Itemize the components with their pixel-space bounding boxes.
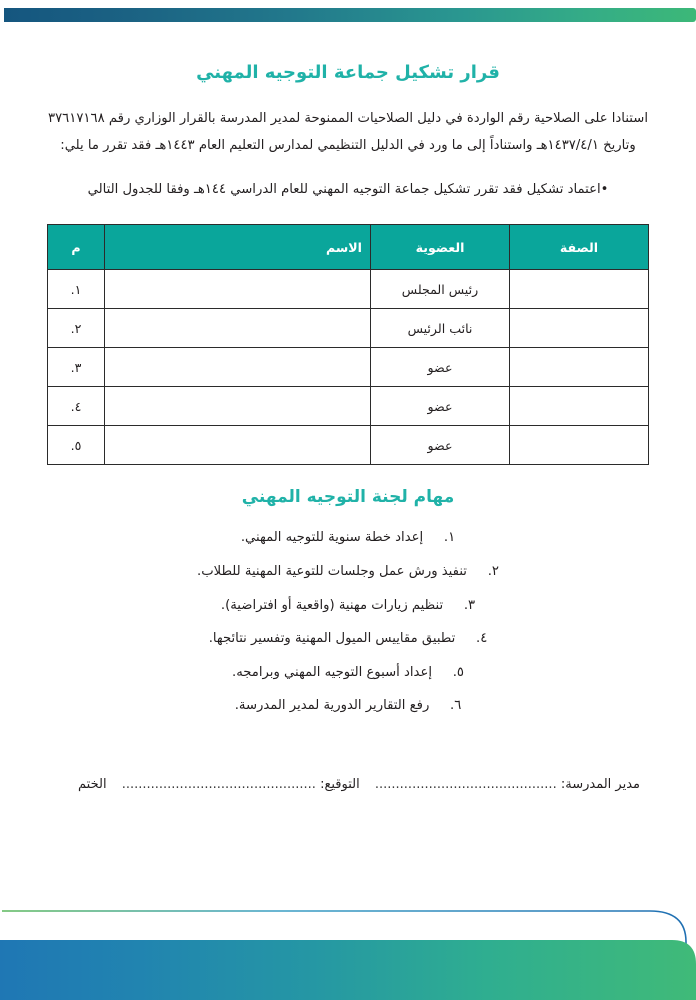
task-number: ٢. bbox=[487, 563, 499, 579]
table-header-row bbox=[48, 225, 649, 270]
list-item bbox=[22, 689, 674, 723]
intro-line-2: وتاريخ ١٤٣٧/٤/١هـ واستناداً إلى ما ورد في الدليل التنظيمي لمدارس التعليم العام ١٤٤٣هـ فقد تقرر ما يلي: bbox=[60, 138, 636, 154]
column-header-role: الصفة bbox=[510, 225, 649, 270]
task-text: تنظيم زيارات مهنية (واقعية أو افتراضية). bbox=[220, 597, 444, 613]
cell-role[interactable] bbox=[510, 426, 649, 465]
task-text: رفع التقارير الدورية لمدير المدرسة. bbox=[234, 698, 430, 714]
cell-role[interactable] bbox=[510, 309, 649, 348]
table-row bbox=[48, 387, 649, 426]
task-text: تنفيذ ورش عمل وجلسات للتوعية المهنية للطلاب. bbox=[197, 563, 467, 579]
cell-num: ٤. bbox=[48, 387, 105, 426]
members-table bbox=[47, 224, 649, 465]
tasks-title: مهام لجنة التوجيه المهني bbox=[241, 487, 455, 508]
signature-row bbox=[22, 777, 674, 792]
list-item bbox=[22, 555, 674, 589]
task-number: ٦. bbox=[450, 698, 462, 714]
cell-name[interactable] bbox=[105, 387, 371, 426]
footer-decoration bbox=[0, 880, 696, 1000]
principal-signature-group bbox=[375, 777, 640, 792]
task-text: تطبيق مقاييس الميول المهنية وتفسير نتائجها. bbox=[208, 631, 456, 647]
page-title: قرار تشكيل جماعة التوجيه المهني bbox=[196, 62, 500, 83]
cell-num: ١. bbox=[48, 270, 105, 309]
table-row bbox=[48, 309, 649, 348]
principal-dots[interactable]: ............................................ bbox=[374, 777, 557, 793]
decision-bullet bbox=[22, 177, 674, 202]
stamp-group bbox=[78, 777, 107, 792]
cell-role[interactable] bbox=[510, 387, 649, 426]
table-row bbox=[48, 426, 649, 465]
cell-num: ٢. bbox=[48, 309, 105, 348]
list-item bbox=[22, 622, 674, 656]
footer-gradient-bar bbox=[0, 940, 696, 1000]
cell-membership[interactable]: رئيس المجلس bbox=[371, 270, 510, 309]
cell-num: ٥. bbox=[48, 426, 105, 465]
task-number: ٤. bbox=[476, 631, 488, 647]
task-number: ٥. bbox=[452, 664, 464, 680]
cell-membership[interactable]: نائب الرئيس bbox=[371, 309, 510, 348]
column-header-name: الاسم bbox=[105, 225, 371, 270]
cell-name[interactable] bbox=[105, 426, 371, 465]
task-text: إعداد أسبوع التوجيه المهني وبرامجه. bbox=[232, 664, 432, 680]
tasks-list bbox=[22, 521, 674, 723]
cell-name[interactable] bbox=[105, 309, 371, 348]
task-number: ١. bbox=[443, 530, 456, 546]
cell-role[interactable] bbox=[510, 270, 649, 309]
sign-label: التوقيع: bbox=[320, 777, 360, 793]
table-body bbox=[48, 270, 649, 465]
table-row bbox=[48, 348, 649, 387]
task-number: ٣. bbox=[463, 597, 476, 613]
sign-dots[interactable]: ............................................... bbox=[121, 777, 316, 793]
stamp-label: الختم bbox=[78, 777, 107, 793]
cell-membership[interactable]: عضو bbox=[371, 426, 510, 465]
table-header bbox=[48, 225, 649, 270]
bullet-marker: • bbox=[600, 182, 609, 198]
cell-role[interactable] bbox=[510, 348, 649, 387]
list-item bbox=[22, 589, 674, 623]
cell-name[interactable] bbox=[105, 270, 371, 309]
bullet-text: اعتماد تشكيل فقد تقرر تشكيل جماعة التوجيه المهني للعام الدراسي ١٤٤هـ وفقا للجدول التالي bbox=[87, 182, 601, 198]
task-text: إعداد خطة سنوية للتوجيه المهني. bbox=[240, 530, 424, 546]
cell-num: ٣. bbox=[48, 348, 105, 387]
cell-membership[interactable]: عضو bbox=[371, 348, 510, 387]
sign-group bbox=[122, 777, 360, 792]
column-header-membership: العضوية bbox=[371, 225, 510, 270]
table-row bbox=[48, 270, 649, 309]
cell-membership[interactable]: عضو bbox=[371, 387, 510, 426]
intro-paragraph bbox=[22, 105, 674, 159]
cell-name[interactable] bbox=[105, 348, 371, 387]
document-content bbox=[22, 48, 674, 792]
header-gradient-bar bbox=[4, 8, 696, 22]
principal-label: مدير المدرسة: bbox=[560, 777, 640, 793]
intro-line-1: استنادا على الصلاحية رقم الواردة في دليل الصلاحيات الممنوحة لمدير المدرسة بالقرار الوزاري رقم ٣٧٦١٧١٦٨ bbox=[48, 111, 648, 126]
list-item bbox=[22, 656, 674, 690]
list-item bbox=[22, 521, 674, 555]
column-header-num: م bbox=[48, 225, 105, 270]
